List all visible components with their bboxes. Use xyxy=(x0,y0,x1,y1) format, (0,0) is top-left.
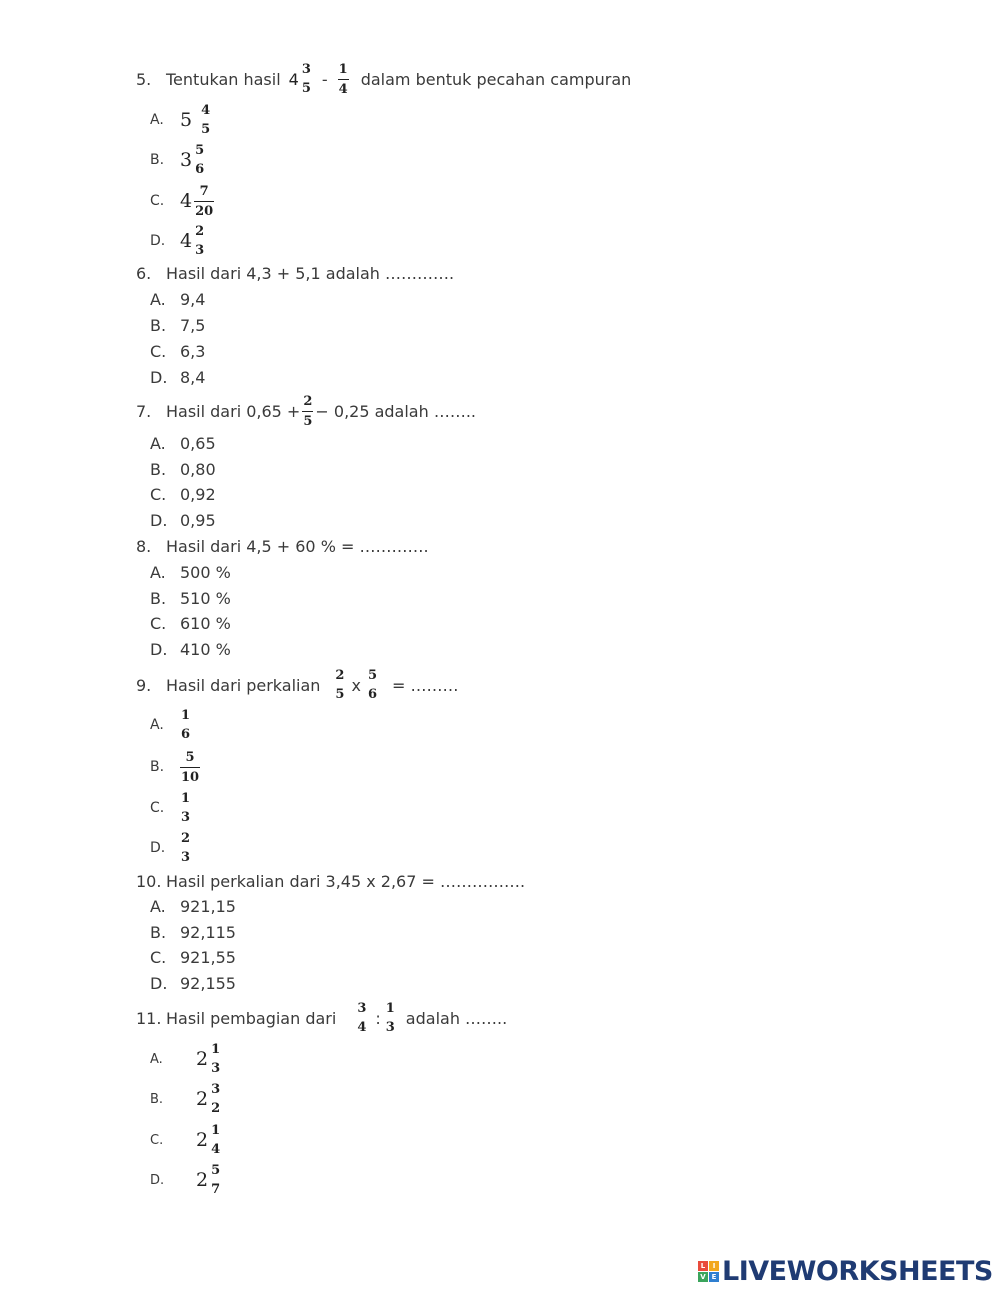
option-c[interactable] xyxy=(150,182,216,220)
option-letter: A. xyxy=(150,112,164,128)
option-a[interactable] xyxy=(150,290,205,309)
question-number: 10. xyxy=(136,872,162,891)
whole-number: 3 xyxy=(180,149,193,171)
option-d[interactable] xyxy=(150,1161,223,1199)
option-d[interactable] xyxy=(150,223,207,259)
option-value: 0,95 xyxy=(180,511,216,530)
option-b[interactable] xyxy=(150,923,236,942)
option-letter: B. xyxy=(150,152,165,168)
logo-letter-l: L xyxy=(698,1261,708,1271)
question-text: Hasil dari 4,3 + 5,1 adalah …………. xyxy=(166,264,455,283)
option-letter: B. xyxy=(150,316,167,335)
option-value: 7,5 xyxy=(180,316,206,335)
logo-letter-v: V xyxy=(698,1272,708,1282)
option-letter: A. xyxy=(150,434,166,453)
fraction: 1 3 xyxy=(211,1042,221,1076)
question-text: Tentukan hasil xyxy=(166,69,281,89)
option-letter: C. xyxy=(150,485,167,504)
fraction: 1 4 xyxy=(211,1123,221,1157)
question-text-suffix: − 0,25 adalah …….. xyxy=(315,401,477,421)
whole-number: 5 xyxy=(180,109,193,131)
option-letter: C. xyxy=(150,948,167,967)
option-c[interactable] xyxy=(150,948,236,967)
option-letter: C. xyxy=(150,800,165,816)
option-c[interactable] xyxy=(150,614,231,633)
question-text: Hasil dari perkalian xyxy=(166,675,321,695)
fraction: 1 6 xyxy=(181,708,191,742)
question-number: 7. xyxy=(136,401,152,421)
whole-number: 2 xyxy=(196,1048,209,1070)
option-b[interactable] xyxy=(150,316,205,335)
option-value: 610 % xyxy=(180,614,231,633)
option-value: 921,15 xyxy=(180,897,236,916)
option-letter: A. xyxy=(150,717,164,733)
option-d[interactable] xyxy=(150,974,236,993)
logo-letter-e: E xyxy=(709,1272,719,1282)
fraction: $\frac{5}{10}$ xyxy=(181,749,200,785)
option-a[interactable] xyxy=(150,434,216,453)
option-value: 0,92 xyxy=(180,485,216,504)
whole-number: 2 xyxy=(196,1169,209,1191)
option-letter: B. xyxy=(150,589,167,608)
option-d[interactable] xyxy=(150,829,193,867)
option-a[interactable] xyxy=(150,563,231,582)
question-5 xyxy=(136,61,632,97)
option-letter: B. xyxy=(150,460,167,479)
option-value: 9,4 xyxy=(180,290,206,309)
option-value: 500 % xyxy=(180,563,231,582)
question-text: Hasil dari 4,5 + 60 % = …………. xyxy=(166,537,429,556)
question-text: Hasil dari 0,65 + xyxy=(166,401,301,421)
operator: - xyxy=(321,69,328,89)
option-d[interactable] xyxy=(150,640,231,659)
logo-letter-i: I xyxy=(709,1261,719,1271)
option-c[interactable] xyxy=(150,1121,223,1159)
logo-icon xyxy=(698,1261,719,1282)
fraction: $\frac{7}{20}$ xyxy=(195,183,214,219)
option-letter: A. xyxy=(150,563,166,582)
fraction: $\frac{1}{4}$ xyxy=(338,61,348,97)
option-d[interactable] xyxy=(150,368,205,387)
fraction: 3 2 xyxy=(211,1082,221,1116)
option-a[interactable] xyxy=(150,706,193,744)
fraction: 5 7 xyxy=(211,1163,221,1197)
option-b[interactable] xyxy=(150,589,231,608)
option-value: 0,65 xyxy=(180,434,216,453)
option-value: 92,115 xyxy=(180,923,236,942)
option-b[interactable] xyxy=(150,460,216,479)
question-text-suffix: dalam bentuk pecahan campuran xyxy=(360,69,632,89)
question-text-suffix: = ……… xyxy=(391,675,459,695)
option-a[interactable] xyxy=(150,897,236,916)
question-text: Hasil perkalian dari 3,45 x 2,67 = ……………. xyxy=(166,872,526,891)
option-letter: B. xyxy=(150,1091,164,1107)
option-letter: A. xyxy=(150,290,166,309)
question-9 xyxy=(136,666,458,704)
option-b[interactable] xyxy=(150,747,202,787)
option-value: 921,55 xyxy=(180,948,236,967)
option-letter: A. xyxy=(150,897,166,916)
option-value: 6,3 xyxy=(180,342,206,361)
option-c[interactable] xyxy=(150,342,205,361)
fraction: 1 3 xyxy=(385,1001,395,1035)
whole-number: 4 xyxy=(180,190,193,212)
question-number: 11. xyxy=(136,1008,162,1028)
question-text: Hasil pembagian dari xyxy=(166,1008,337,1028)
option-value: 510 % xyxy=(180,589,231,608)
whole-number: 2 xyxy=(196,1088,209,1110)
fraction: 3 4 xyxy=(357,1001,367,1035)
fraction: $\frac{2}{5}$ xyxy=(303,393,313,429)
fraction: 5 6 xyxy=(195,143,205,177)
option-letter: C. xyxy=(150,1132,164,1148)
question-11 xyxy=(136,998,507,1038)
fraction: 2 3 xyxy=(195,224,205,258)
fraction: 3 5 xyxy=(301,62,311,96)
option-letter: D. xyxy=(150,233,166,249)
question-8 xyxy=(136,537,429,556)
option-d[interactable] xyxy=(150,511,216,530)
option-value: 410 % xyxy=(180,640,231,659)
option-value: 0,80 xyxy=(180,460,216,479)
whole-number: 2 xyxy=(196,1129,209,1151)
option-a[interactable] xyxy=(150,1040,223,1078)
option-letter: D. xyxy=(150,368,168,387)
question-text-suffix: adalah …….. xyxy=(405,1008,508,1028)
option-letter: D. xyxy=(150,974,168,993)
option-letter: D. xyxy=(150,640,168,659)
option-value: 92,155 xyxy=(180,974,236,993)
question-7 xyxy=(136,392,476,430)
question-number: 5. xyxy=(136,69,152,89)
option-a[interactable] xyxy=(150,102,213,138)
option-b[interactable] xyxy=(150,142,207,178)
option-letter: B. xyxy=(150,759,165,775)
fraction: 2 5 xyxy=(335,668,345,702)
logo-text: LIVEWORKSHEETS xyxy=(722,1255,993,1287)
whole-number: 4 xyxy=(180,230,193,252)
question-number: 8. xyxy=(136,537,152,556)
option-c[interactable] xyxy=(150,789,193,827)
question-10 xyxy=(136,872,525,891)
question-number: 9. xyxy=(136,675,152,695)
option-letter: D. xyxy=(150,840,166,856)
fraction: 1 3 xyxy=(181,791,191,825)
operator: : xyxy=(375,1008,381,1028)
liveworksheets-logo xyxy=(698,1256,993,1286)
option-letter: C. xyxy=(150,193,165,209)
fraction: 2 3 xyxy=(181,831,191,865)
question-6 xyxy=(136,264,454,283)
whole-number: 4 xyxy=(288,69,299,89)
option-letter: C. xyxy=(150,342,167,361)
option-c[interactable] xyxy=(150,485,216,504)
option-letter: C. xyxy=(150,614,167,633)
option-value: 8,4 xyxy=(180,368,206,387)
fraction: 4 5 xyxy=(201,103,211,137)
option-letter: D. xyxy=(150,1172,165,1188)
option-letter: A. xyxy=(150,1051,163,1067)
operator: x xyxy=(351,675,361,695)
question-number: 6. xyxy=(136,264,152,283)
option-letter: D. xyxy=(150,511,168,530)
fraction: 5 6 xyxy=(367,668,377,702)
option-b[interactable] xyxy=(150,1080,223,1118)
option-letter: B. xyxy=(150,923,167,942)
